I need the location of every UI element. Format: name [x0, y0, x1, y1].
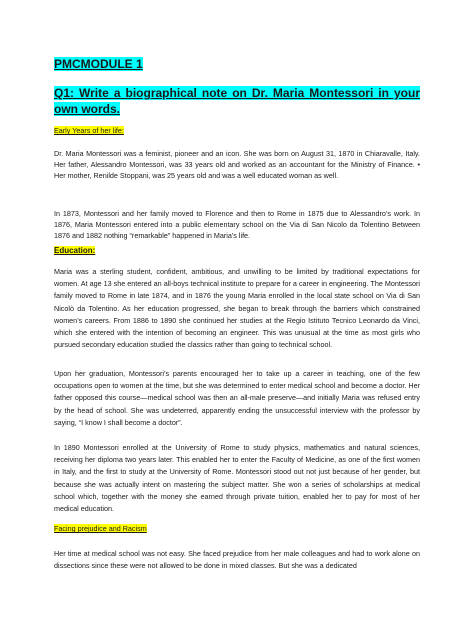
module-title	[54, 57, 420, 71]
paragraph-university: In 1890 Montessori enrolled at the University of Rome to study physics, mathematics and natural sciences, receiving her diploma two years later. This enabled her to enter the Faculty of Medicine, as one of the first women in Italy, and the first to study at the University of Rome. Montessori stood out not just because of her gender, but because she was actually intent on mastering the subject matter. She won a series of scholarships at medical school which, together with the money she earned through private tuition, enabled her to pay for most of her medical education.	[54, 443, 420, 514]
question-text: Q1: Write a biographical note on Dr. Maria Montessori in your own words.	[54, 86, 420, 116]
section-heading-early-years	[54, 126, 420, 135]
paragraph-family-move: In 1873, Montessori and her family moved to Florence and then to Rome in 1875 due to Alessandro’s work. In 1876, Maria Montessori entered into a public elementary school on the Via di San Nicolo da Tolentino Between 1876 and 1882 nothing “remarkable” happened in Maria’s life.	[54, 209, 420, 240]
module-title-text: PMCMODULE 1	[54, 57, 143, 71]
paragraph-graduation: Upon her graduation, Montessori’s parents encouraged her to take up a career in teaching, one of the few occupations open to women at the time, but she was determined to enter medical school and become a doctor. Her father opposed this course—medical school was then an all-male preserve—and initially Maria was refused entry by the head of school. She was undeterred, apparently ending the unsuccessful interview with the professor by saying, “I know I shall become a doctor”.	[54, 369, 420, 427]
section-early-years-text: Early Years of her life:	[54, 126, 124, 135]
section-heading-education	[54, 246, 420, 256]
question-heading	[54, 85, 420, 117]
paragraph-medical-school: Her time at medical school was not easy. She faced prejudice from her male colleagues and had to work alone on dissections since these were not allowed to be done in mixed classes. But she was a dedicated	[54, 549, 420, 571]
section-heading-prejudice	[54, 524, 420, 533]
paragraph-birth: Dr. Maria Montessori was a feminist, pioneer and an icon. She was born on August 31, 1870 in Chiaravalle, Italy. Her father, Alessandro Montessori, was 33 years old and worked as an accountant for the Ministry of Finance. • Her mother, Renilde Stoppani, was 25 years old and was a well educated woman as well.	[54, 149, 420, 180]
section-education-text: Education:	[54, 246, 96, 255]
section-prejudice-text: Facing prejudice and Racism	[54, 524, 147, 533]
paragraph-student: Maria was a sterling student, confident, ambitious, and unwilling to be limited by traditional expectations for women. At age 13 she entered an all-boys technical institute to prepare for a career in engineering. The Montessori family moved to Rome in late 1874, and in 1876 the young Maria enrolled in the local state school on Via di San Nicolò da Tolentino. As her education progressed, she began to break through the barriers which constrained women’s careers. From 1886 to 1890 she continued her studies at the Regio Istituto Tecnico Leonardo da Vinci, which she entered with the intention of becoming an engineer. This was unusual at the time as most girls who pursued secondary education studied the classics rather than going to technical school.	[54, 267, 420, 350]
